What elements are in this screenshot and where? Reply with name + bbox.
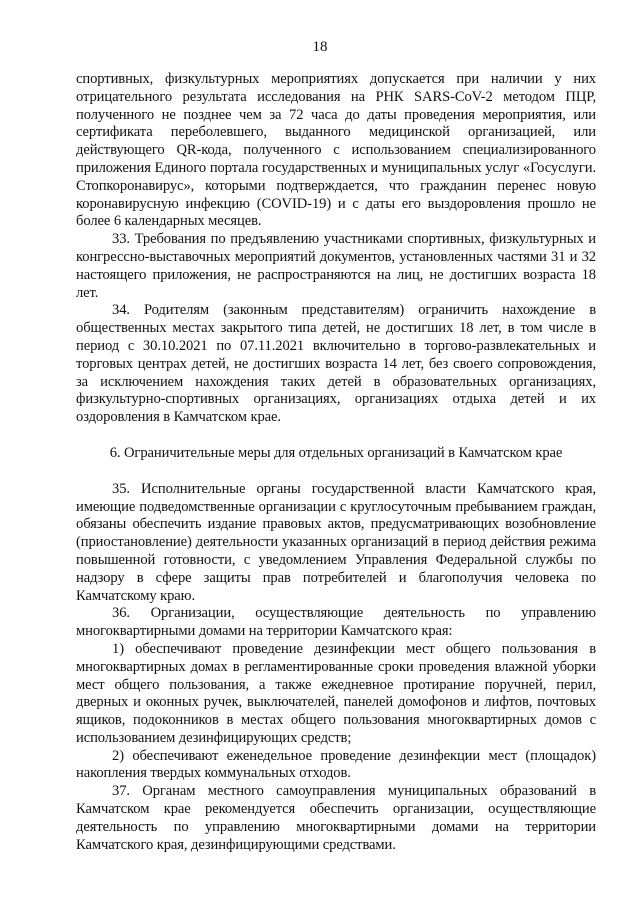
paragraph-item-36-2: 2) обеспечивают еженедельное проведение дезинфекции мест (площадок) накопления твердых коммунальных отходов.	[76, 747, 596, 782]
paragraph-continuation: спортивных, физкультурных мероприятиях допускается при наличии у них отрицательного результата исследования на РНК SARS-CoV-2 методом ПЦР, полученного не позднее чем за 72 часа до даты проведения мероприятия, или сертификата переболевшего, выданного медицинской организацией, или действующего QR-кода, полученного с использованием специализированного приложения Единого портала государственных и муниципальных услуг «Госуслуги. Стопкоронавирус», которыми подтверждается, что гражданин перенес новую коронавирусную инфекцию (COVID-19) и с даты его выздоровления прошло не более 6 календарных месяцев.	[76, 71, 596, 230]
paragraph-item-36: 36. Организации, осуществляющие деятельность по управлению многоквартирными домами на территории Камчатского края:	[76, 605, 596, 640]
paragraph-item-33: 33. Требования по предъявлению участниками спортивных, физкультурных и конгрессно-выставочных мероприятий документов, установленных частями 31 и 32 настоящего приложения, не распространяются на лиц, не достигших возраста 18 лет.	[76, 231, 596, 301]
section-heading: 6. Ограничительные меры для отдельных организаций в Камчатском крае	[109, 444, 563, 461]
document-body	[76, 71, 596, 854]
paragraph-item-37: 37. Органам местного самоуправления муниципальных образований в Камчатском крае рекомендуется обеспечить организации, осуществляющие деятельность по управлению многоквартирными домами на территории Камчатского края, дезинфицирующими средствами.	[76, 783, 596, 853]
page-number: 18	[312, 39, 328, 55]
paragraph-item-36-1: 1) обеспечивают проведение дезинфекции мест общего пользования в многоквартирных домах в регламентированные сроки проведения влажной уборки мест общего пользования, а также ежедневное протирание поручней, перил, дверных и оконных ручек, выключателей, панелей домофонов и лифтов, почтовых ящиков, подоконников в местах общего пользования многоквартирных домов с использованием дезинфицирующих средств;	[76, 640, 596, 746]
paragraph-item-34: 34. Родителям (законным представителям) ограничить нахождение в общественных местах закрытого типа детей, не достигших 18 лет, в том числе в период с 30.10.2021 по 07.11.2021 включительно в торгово-развлекательных и торговых центрах детей, не достигших возраста 14 лет, без своего сопровождения, за исключением нахождения таких детей в образовательных организациях, физкультурно-спортивных организациях, организациях отдыха детей и их оздоровления в Камчатском крае.	[76, 302, 596, 426]
paragraph-item-35: 35. Исполнительные органы государственной власти Камчатского края, имеющие подведомственные организации с круглосуточным пребыванием граждан, обязаны обеспечить издание правовых актов, предусматривающих возобновление (приостановление) деятельности указанных организаций в период действия режима повышенной готовности, с уведомлением Управления Федеральной службы по надзору в сфере защиты прав потребителей и благополучия человека по Камчатскому краю.	[76, 480, 596, 604]
